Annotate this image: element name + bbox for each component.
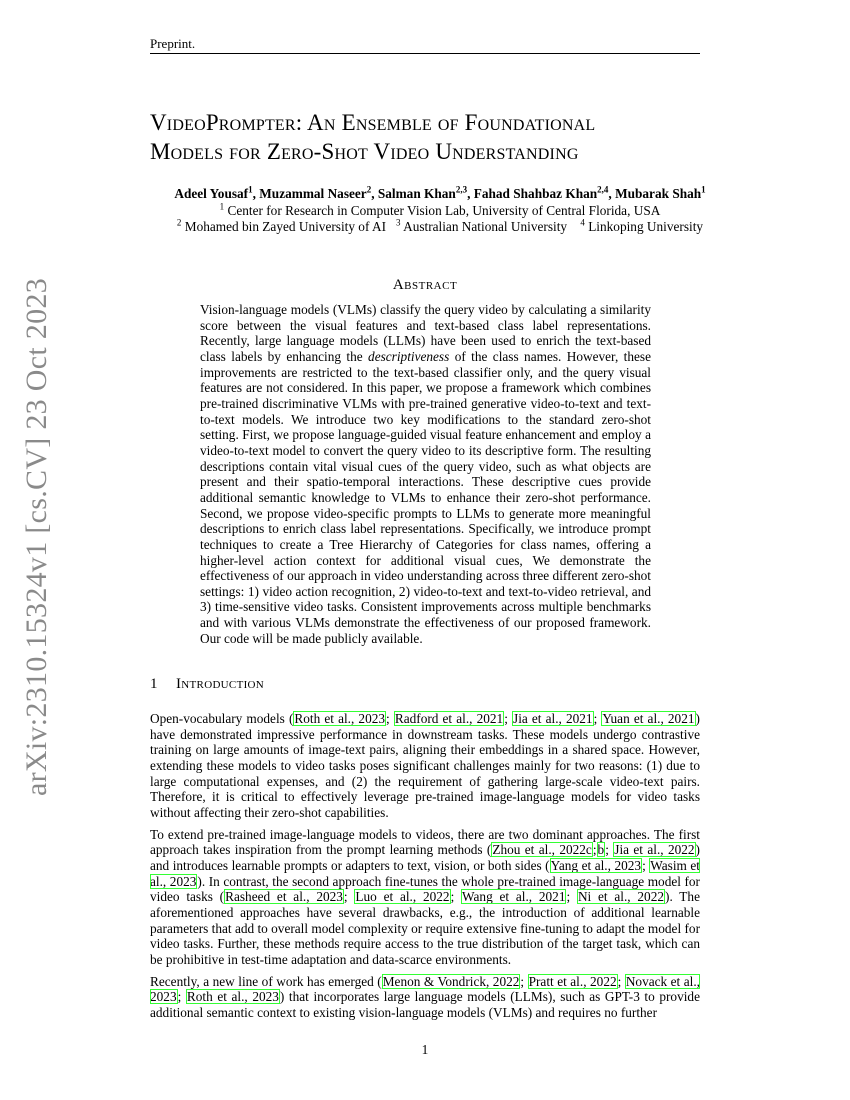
affil-mark: 3 [396,217,401,228]
affiliation: Center for Research in Computer Vision Lab, University of Central Florida, USA [227,202,661,218]
author-names: Adeel Yousaf$^1$, Muzammal Naseer$^2$, Salman Khan$^{2,3}$, Fahad Shahbaz Khan$^{2,4}$, Mubarak Shah$^1$ [174,184,706,201]
text-run: Open-vocabulary models ( [150,711,294,726]
author-affil-mark: 1 [701,184,706,195]
affiliation: Mohamed bin Zayed University of AI [184,219,387,234]
text-run: ; [343,889,355,905]
text-run: ) have demonstrated impressive performance in downstream tasks. These models undergo contrastive training on large amounts of image-text pairs, aligning their embeddings in a shared space. However, extending these models to video tasks poses significant challenges mainly for two reasons: (1) due to large computational expenses, and (2) the requirement of gathering large-scale video-text pairs. Therefore, it is critical to effectively leverage pre-trained image-language models for video tasks without affecting their zero-shot capabilities. [150,711,700,820]
author-name: Salman Khan [377,186,456,201]
citation-link[interactable]: Yuan et al., 2021 [602,711,695,726]
paragraph [150,711,700,821]
paragraph [150,974,700,1021]
abstract-text: Vision-language models (VLMs) classify the query video by calculating a similarity score between the visual features and text-based class label representations. Recently, large language models (LLMs) have been used to enrich the text-based class labels by enhancing the [200,302,651,364]
section-heading-introduction [150,676,700,693]
affil-mark: 2 [176,217,182,228]
citation-link[interactable]: Jia et al., 2021 [513,711,593,726]
text-run: ; [593,711,602,726]
citation-link[interactable]: Pratt et al., 2022 [528,973,617,989]
text-run: Recently, a new line of work has emerged ( [150,973,382,989]
author-affil-mark: 2 [366,184,372,195]
text-run: ; [177,989,186,1005]
paper-title [150,108,730,166]
text-run: ) and introduces learnable prompts or adapters to text, vision, or both sides ( [150,842,700,873]
author-affil-mark: 1 [248,184,253,195]
text-run: ) that incorporates large language models (LLMs), such as GPT-3 to provide additional semantic context to existing vision-language models (VLMs) and requires no further [150,989,700,1020]
citation-link[interactable]: Wasim et al., 2023 [150,857,700,889]
affiliation: Linkoping University [588,219,704,234]
text-run: To extend pre-trained image-language models to videos, there are two dominant approaches. The first approach takes inspiration from the prompt learning methods ( [150,826,700,858]
arxiv-identifier [2,277,72,797]
citation-link[interactable]: Yang et al., 2023 [550,857,642,873]
affil-mark: 1 [219,201,225,212]
citation-link[interactable]: Jia et al., 2022 [614,842,695,858]
text-run: ). In contrast, the second approach fine-tunes the whole pre-trained image-language model for video tasks ( [150,873,700,905]
citation-link[interactable]: Rasheed et al., 2023 [225,889,343,905]
section-title: Introduction [176,676,265,692]
title-line-2: Models for Zero-Shot Video Understanding [150,139,579,164]
text-run: ; [504,711,513,726]
citation-link[interactable]: Wang et al., 2021 [462,889,566,905]
citation-link[interactable]: Novack et al., 2023 [150,973,700,1005]
text-run: ). The aforementioned approaches have several drawbacks, e.g., the introduction of additional learnable parameters that add to overall model complexity or require extensive fine-tuning to adapt the model for video tasks. Further, these methods require access to the true distribution of the target task, which can be prohibitive in test-time adaptation and data-scarce environments. [150,889,700,967]
introduction-body [150,711,700,1026]
abstract-body [200,302,651,646]
abstract-emphasis: descriptiveness [368,348,450,364]
author-affil-mark: 2,4 [597,184,609,195]
author-name: Muzammal Naseer [259,186,367,201]
citation-link[interactable]: Ni et al., 2022 [577,889,665,905]
affil-mark: 4 [580,217,585,228]
text-run: ; [520,973,528,989]
citation-link[interactable]: Roth et al., 2023 [186,989,279,1005]
author-name: Mubarak Shah [615,186,702,201]
arxiv-identifier-text: arXiv:2310.15324v1 [cs.CV] 23 Oct 2023 [20,277,53,797]
affiliation: Australian National University [403,219,568,234]
text-run: ; [386,711,394,726]
running-head: Preprint. [150,36,700,54]
author-name: Adeel Yousaf [174,186,249,201]
affiliation-line-1 [150,203,730,220]
citation-link[interactable]: Luo et al., 2022 [355,889,450,905]
text-run: ; [566,889,577,905]
citation-link[interactable]: Roth et al., 2023 [294,711,386,726]
citation-link[interactable]: b [597,842,605,858]
text-run: ; [592,842,597,858]
title-line-1: VideoPrompter: An Ensemble of Foundational [150,110,596,135]
citation-link[interactable]: Zhou et al., 2022c [492,842,592,858]
section-number: 1 [150,676,158,692]
text-run: ; [450,889,462,905]
author-name: Fahad Shahbaz Khan [473,186,598,201]
citation-link[interactable]: Radford et al., 2021 [394,711,504,726]
text-run: ; [617,973,625,989]
text-run: ; [605,842,614,858]
citation-link[interactable]: Menon & Vondrick, 2022 [382,973,520,989]
paragraph [150,827,700,968]
abstract-text: of the class names. However, these improvements are restricted to the text-based classifier only, and the query visual features are not considered. In this paper, we propose a framework which combines pre-trained discriminative VLMs with pre-trained generative video-to-text and text-to-text models. We introduce two key modifications to the standard zero-shot setting. First, we propose language-guided visual feature enhancement and employ a video-to-text model to convert the query video to its descriptive form. The resulting descriptions contain vital visual cues of the query video, such as what objects are present and their spatio-temporal interactions. These descriptive cues provide additional semantic knowledge to VLMs to enhance their zero-shot performance. Second, we propose video-specific prompts to LLMs to generate more meaningful descriptions to enrich class label representations. Specifically, we introduce prompt techniques to create a Tree Hierarchy of Categories for class names, offering a higher-level action context for additional visual cues, We demonstrate the effectiveness of our approach in video understanding across three different zero-shot settings: 1) video action recognition, 2) video-to-text and text-to-video retrieval, and 3) time-sensitive video tasks. Consistent improvements across multiple benchmarks and with various VLMs demonstrate the effectiveness of our proposed framework. Our code will be made publicly available. [200,348,651,646]
author-affil-mark: 2,3 [455,184,468,195]
text-run: ; [642,857,650,873]
affiliation-line-2 [150,219,730,236]
author-block [150,186,730,236]
abstract-heading: Abstract [392,277,458,293]
page-number: 1 [421,1042,429,1057]
